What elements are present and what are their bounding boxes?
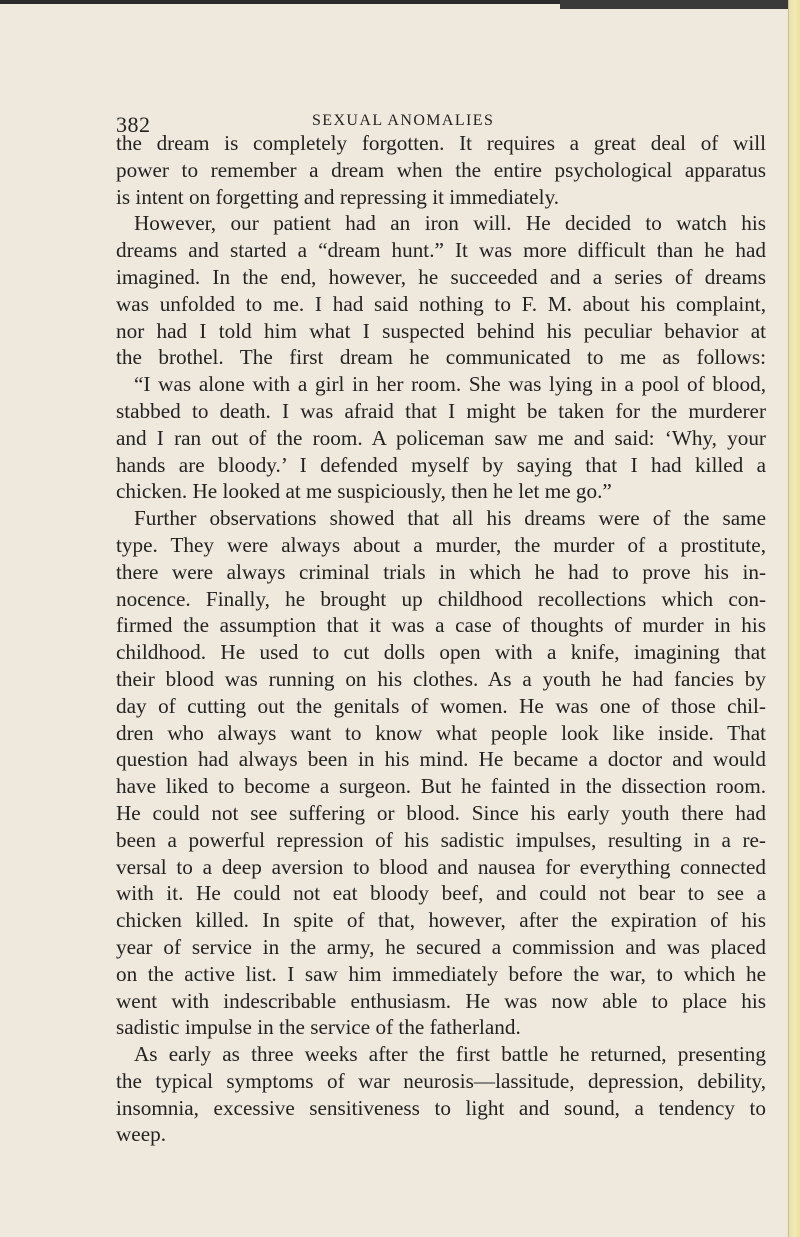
text-line: the brothel. The first dream he communicated to me as follows:: [116, 345, 766, 370]
page-number: 382: [116, 112, 151, 137]
text-line: is intent on forgetting and repressing it immediately.: [116, 184, 560, 209]
text-line: been a powerful repression of his sadistic impulses, resulting in a re-: [116, 827, 766, 852]
text-line: dren who always want to know what people look like inside. That: [116, 720, 766, 745]
text-line: their blood was running on his clothes. As a youth he had fancies by: [116, 666, 766, 691]
text-line: was unfolded to me. I had said nothing to F. M. about his complaint,: [116, 291, 766, 316]
text-line: year of service in the army, he secured a commission and was placed: [116, 934, 766, 959]
text-line: the typical symptoms of war neurosis—lassitude, depression, debility,: [116, 1068, 766, 1093]
text-line: childhood. He used to cut dolls open with a knife, imagining that: [116, 640, 766, 665]
text-line: with it. He could not eat bloody beef, and could not bear to see a: [116, 881, 766, 906]
text-line: the dream is completely forgotten. It requires a great deal of will: [116, 131, 766, 155]
text-line: chicken. He looked at me suspiciously, then he let me go.”: [116, 479, 612, 504]
text-line: chicken killed. In spite of that, however, after the expiration of his: [116, 908, 766, 933]
text-line: sadistic impulse in the service of the fatherland.: [116, 1015, 521, 1040]
text-line: hands are bloody.’ I defended myself by saying that I had killed a: [116, 452, 766, 477]
body-text: [116, 130, 766, 1148]
text-line: power to remember a dream when the entire psychological apparatus: [116, 157, 766, 182]
text-line: However, our patient had an iron will. He decided to watch his: [134, 211, 766, 236]
text-line: day of cutting out the genitals of women. He was one of those chil-: [116, 693, 766, 718]
text-line: As early as three weeks after the first battle he returned, presenting: [134, 1042, 766, 1067]
text-line: question had always been in his mind. He became a doctor and would: [116, 747, 766, 772]
top-border-rule-thick: [560, 0, 800, 9]
text-line: type. They were always about a murder, the murder of a prostitute,: [116, 532, 766, 557]
text-line: went with indescribable enthusiasm. He was now able to place his: [116, 988, 766, 1013]
running-title: SEXUAL ANOMALIES: [312, 112, 495, 129]
text-line: firmed the assumption that it was a case of thoughts of murder in his: [116, 613, 766, 638]
text-line: imagined. In the end, however, he succeeded and a series of dreams: [116, 264, 766, 289]
text-line: on the active list. I saw him immediately before the war, to which he: [116, 961, 766, 986]
text-line: Further observations showed that all his dreams were of the same: [134, 506, 766, 531]
text-line: stabbed to death. I was afraid that I might be taken for the murderer: [116, 398, 766, 423]
page-edge-strip: [788, 0, 800, 1237]
text-line: nor had I told him what I suspected behind his peculiar behavior at: [116, 318, 766, 343]
text-line: He could not see suffering or blood. Since his early youth there had: [116, 800, 766, 825]
text-line: versal to a deep aversion to blood and nausea for everything connected: [116, 854, 766, 879]
text-line: nocence. Finally, he brought up childhood recollections which con-: [116, 586, 766, 611]
text-line: and I ran out of the room. A policeman saw me and said: ‘Why, your: [116, 425, 766, 450]
text-line: insomnia, excessive sensitiveness to light and sound, a tendency to: [116, 1095, 766, 1120]
text-line: weep.: [116, 1122, 166, 1147]
text-line: dreams and started a “dream hunt.” It was more difficult than he had: [116, 238, 766, 263]
text-line: there were always criminal trials in which he had to prove his in-: [116, 559, 766, 584]
text-line: have liked to become a surgeon. But he fainted in the dissection room.: [116, 774, 766, 799]
text-line: “I was alone with a girl in her room. She was lying in a pool of blood,: [134, 372, 766, 397]
